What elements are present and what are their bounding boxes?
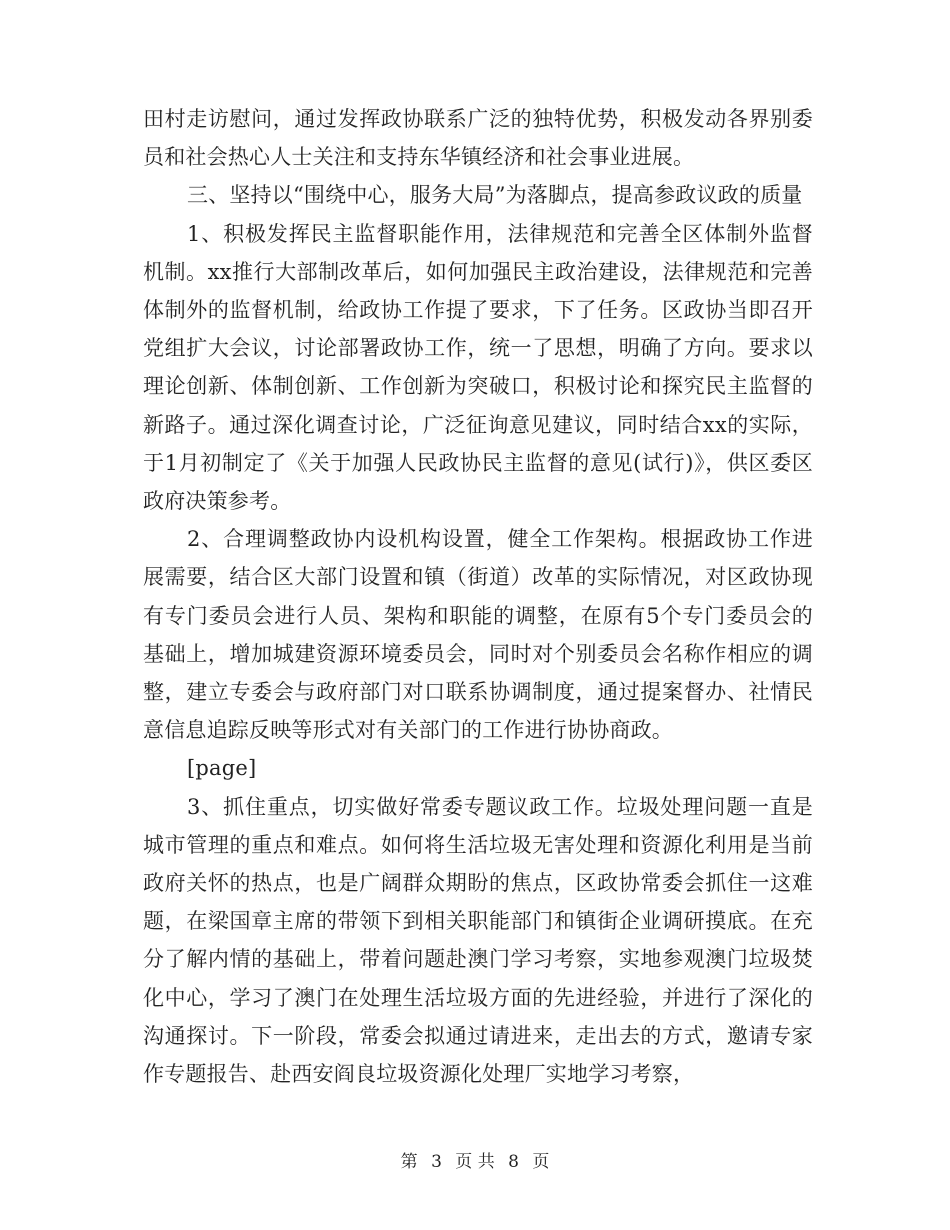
footer-middle: 页 共 [455, 1152, 495, 1172]
body-text [143, 100, 813, 1093]
page-footer [0, 1147, 950, 1172]
paragraph-item-2: 2、合理调整政协内设机构设置，健全工作架构。根据政协工作进展需要，结合区大部门设置和镇（街道）改革的实际情况，对区政协现有专门委员会进行人员、架构和职能的调整，在原有5个专门委员会的基础上，增加城建资源环境委员会，同时对个别委员会名称作相应的调整，建立专委会与政府部门对口联系协调制度，通过提案督办、社情民意信息追踪反映等形式对有关部门的工作进行协协商政。 [143, 527, 813, 743]
paragraph-item-3: 3、抓住重点，切实做好常委专题议政工作。垃圾处理问题一直是城市管理的重点和难点。如何将生活垃圾无害处理和资源化利用是当前政府关怀的热点，也是广阔群众期盼的焦点，区政协常委会抓住一这难题，在梁国章主席的带领下到相关职能部门和镇街企业调研摸底。在充分了解内情的基础上，带着问题赴澳门学习考察，实地参观澳门垃圾焚化中心，学习了澳门在处理生活垃圾方面的先进经验，并进行了深化的沟通探讨。下一阶段，常委会拟通过请进来，走出去的方式，邀请专家作专题报告、赴西安阎良垃圾资源化处理厂实地学习考察， [143, 794, 813, 1087]
page-marker: [page] [187, 756, 257, 781]
footer-prefix: 第 [400, 1152, 418, 1172]
paragraph-item-1: 1、积极发挥民主监督职能作用，法律规范和完善全区体制外监督机制。xx推行大部制改革后，如何加强民主政治建设，法律规范和完善体制外的监督机制，给政协工作提了要求，下了任务。区政协当即召开党组扩大会议，讨论部署政协工作，统一了思想，明确了方向。要求以理论创新、体制创新、工作创新为突破口，积极讨论和探究民主监督的新路子。通过深化调查讨论，广泛征询意见建议，同时结合xx的实际，于1月初制定了《关于加强人民政协民主监督的意见(试行)》，供区委区政府决策参考。 [143, 221, 813, 514]
footer-current-page: 3 [431, 1152, 442, 1172]
section-heading-three: 三、坚持以“围绕中心，服务大局”为落脚点，提高参政议政的质量 [187, 183, 803, 208]
footer-total-pages: 8 [508, 1152, 519, 1172]
paragraph-continuation: 田村走访慰问，通过发挥政协联系广泛的独特优势，积极发动各界别委员和社会热心人士关注和支持东华镇经济和社会事业进展。 [143, 107, 813, 170]
footer-suffix: 页 [532, 1152, 550, 1172]
